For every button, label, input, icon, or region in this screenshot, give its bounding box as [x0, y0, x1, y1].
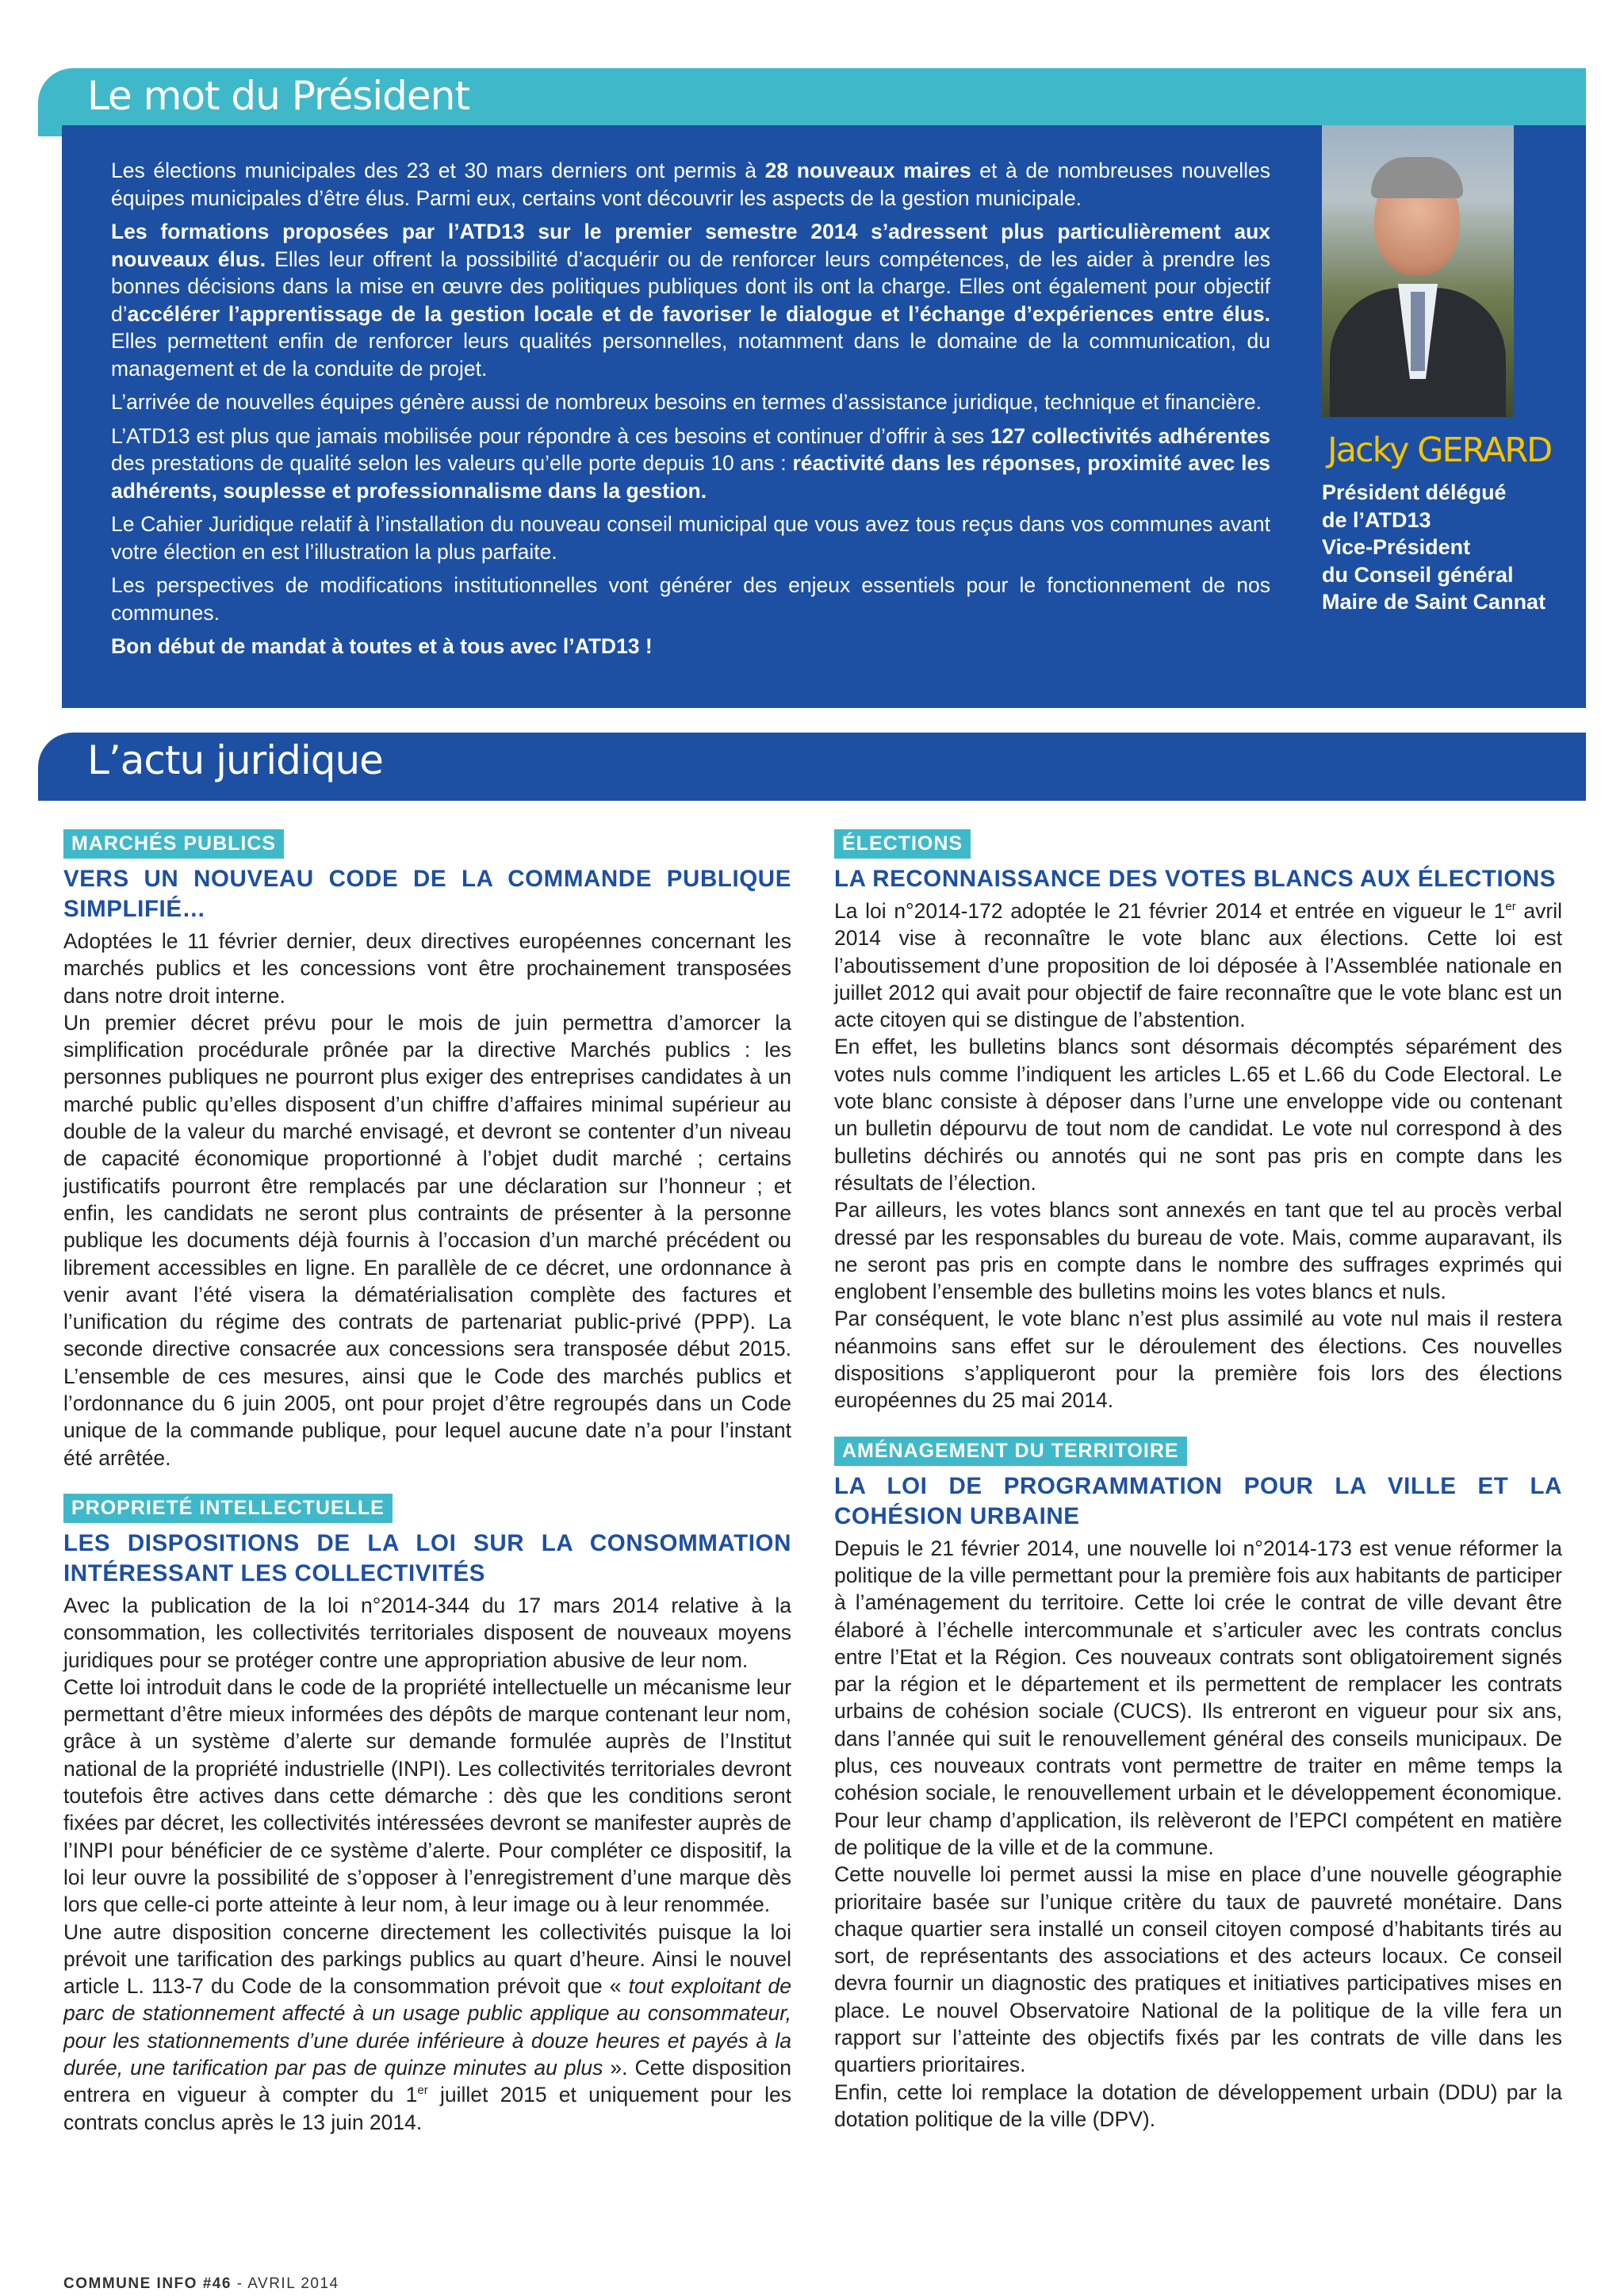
page-footer: [63, 2275, 339, 2293]
category-tag: PROPRIETÉ INTELLECTUELLE: [63, 1494, 393, 1523]
president-paragraph: Les perspectives de modifications institutionnelles vont générer des enjeux essentiels pour le fonctionnement de nos communes.: [111, 573, 1270, 625]
signature-role: [1322, 479, 1545, 616]
president-box: [62, 125, 1586, 708]
president-paragraph: Les élections municipales des 23 et 30 mars derniers ont permis à 28 nouveaux maires et à de nombreuses nouvelles équipes municipales d’être élus. Parmi eux, certains vont découvrir les aspects de la gestion municipale.: [111, 159, 1271, 210]
footer-date: - AVRIL 2014: [231, 2275, 339, 2292]
article-headline: LA RECONNAISSANCE DES VOTES BLANCS AUX ÉLECTIONS: [834, 866, 1557, 892]
photo-tie: [1411, 292, 1425, 371]
role-line: Vice-Président: [1322, 535, 1471, 559]
article-headline: VERS UN NOUVEAU CODE DE LA COMMANDE PUBLIQUE SIMPLIFIÉ…: [63, 866, 791, 922]
article-paragraph: Par conséquent, le vote blanc n’est plus assimilé au vote nul mais il restera néanmoins sans effet sur le déroulement des élections. Ces nouvelles dispositions s’appliqueront pour la première fois lors des élections européennes du 25 mai 2014.: [834, 1307, 1562, 1413]
article-paragraph: La loi n°2014-172 adoptée le 21 février 2014 et entrée en vigueur le 1er avril 2014 vise à reconnaître le vote blanc aux élections. Cette loi est l’aboutissement d’une proposition de loi déposée à l’Assemblée nationale en juillet 2012 qui avait pour objectif de faire reconnaître que le vote blanc est un acte citoyen qui se distingue de l’abstention.: [834, 899, 1563, 1032]
article-paragraph: Depuis le 21 février 2014, une nouvelle loi n°2014-173 est venue réformer la politique de la ville permettant pour la première fois aux habitants de participer à l’aménagement du territoire. Cette loi crée le contrat de ville devant être élaboré à l’échelle intercommunale et s’articuler avec les contrats conclus entre l’Etat et la Région. Ces nouveaux contrats sont obligatoirement signés par la région et le département et ils permettent de remplacer les contrats urbains de cohésion sociale (CUCS). Ils entreront en vigueur pour six ans, dans l’année qui suit le renouvellement général des conseils municipaux. De plus, ces nouveaux contrats vont permettre de traiter en même temps la cohésion sociale, le renouvellement urbain et le développement économique. Pour leur champ d’application, ils relèveront de l’EPCI compétent en matière de politique de la ville et de la commune.: [834, 1536, 1562, 1859]
article-body: [63, 928, 791, 1471]
article-propriete-intellectuelle: [63, 1494, 791, 2136]
article-body: [834, 1535, 1562, 2133]
president-closing: Bon début de mandat à toutes et à tous avec l’ATD13 !: [111, 634, 653, 658]
role-line: Maire de Saint Cannat: [1322, 590, 1546, 614]
article-elections: [834, 829, 1562, 1414]
article-paragraph: Une autre disposition concerne directement les collectivités puisque la loi prévoit une tarification des parkings publics au quart d’heure. Ainsi le nouvel article L. 113-7 du Code de la consommation prévoit que « tout exploitant de parc de stationnement affecté à un usage public applique au consommateur, pour les stationnements d’une durée inférieure à douze heures et payés à la durée, une tarification par pas de quinze minutes au plus ». Cette disposition entrera en vigueur à compter du 1er juillet 2015 et uniquement pour les contrats conclus après le 13 juin 2014.: [63, 1919, 791, 2134]
president-text: [111, 157, 1270, 667]
category-tag: ÉLECTIONS: [834, 829, 971, 859]
article-paragraph: Un premier décret prévu pour le mois de juin permettra d’amorcer la simplification procédurale prônée par la directive Marchés publics : les personnes publiques ne pourront plus exiger des entreprises candidates à un marché public qu’elles disposent d’un chiffre d’affaires minimal supérieur au double de la valeur du marché envisagé, et devront se contenter d’un niveau de capacité économique proportionné à l’objet dudit marché ; certains justificatifs pourront être remplacés par une déclaration sur l’honneur ; et enfin, les candidats ne seront plus contraints de présenter à la personne publique les documents déjà fournis à l’occasion d’un marché précédent ou librement accessibles en ligne. En parallèle de ce décret, une ordonnance à venir avant l’été visera la dématérialisation complète des factures et l’unification du régime des contrats de partenariat public-privé (PPP). La seconde directive consacrée aux concessions sera transposée début 2015. L’ensemble de ces mesures, ainsi que le Code des marchés publics et l’ordonnance du 6 juin 2005, ont pour projet d’être regroupés dans un Code unique de la commande publique, pour lequel aucune date n’a pour l’instant été arrêtée.: [63, 1010, 791, 1470]
article-paragraph: Enfin, cette loi remplace la dotation de développement urbain (DDU) par la dotation politique de la ville (DPV).: [834, 2080, 1562, 2131]
article-paragraph: Cette nouvelle loi permet aussi la mise en place d’une nouvelle géographie prioritaire basée sur l’unique critère du taux de pauvreté monétaire. Dans chaque quartier sera installé un conseil citoyen composé d’habitants tirés au sort, de représentants des associations et des acteurs locaux. Ce conseil devra fournir un diagnostic des pratiques et initiatives participatives mises en place. Le nouvel Observatoire National de la politique de la ville fera un rapport sur l’atteinte des objectifs fixés par les contrats de ville dans les quartiers prioritaires.: [834, 1862, 1562, 2077]
article-marches-publics: [63, 829, 791, 1471]
article-paragraph: Par ailleurs, les votes blancs sont annexés en tant que tel au procès verbal dressé par les responsables du bureau de vote. Mais, comme auparavant, ils ne seront pas pris en compte dans le nombre des suffrages exprimés qui englobent l’ensemble des bulletins moins les votes blancs et nuls.: [834, 1198, 1562, 1304]
article-paragraph: En effet, les bulletins blancs sont désormais décomptés séparément des votes nuls comme l’indiquent les articles L.65 et L.66 du Code Electoral. Le vote blanc consiste à déposer dans l’urne une enveloppe vide ou contenant un bulletin dépourvu de tout nom de candidat. Le vote nul correspond à des bulletins déchirés ou annotés qui ne sont pas pris en compte dans les résultats de l’élection.: [834, 1035, 1562, 1195]
article-headline: LES DISPOSITIONS DE LA LOI SUR LA CONSOMMATION INTÉRESSANT LES COLLECTIVITÉS: [63, 1529, 791, 1586]
article-headline: LA LOI DE PROGRAMMATION POUR LA VILLE ET LA COHÉSION URBAINE: [834, 1472, 1562, 1529]
role-line: Président délégué: [1322, 480, 1507, 504]
president-paragraph: L’ATD13 est plus que jamais mobilisée pour répondre à ces besoins et continuer d’offrir à ses 127 collectivités adhérentes des prestations de qualité selon les valeurs qu’elle porte depuis 10 ans : réactivité dans les réponses, proximité avec les adhérents, souplesse et professionnalisme dans la gestion.: [111, 423, 1270, 503]
role-line: du Conseil général: [1322, 562, 1514, 587]
footer-label: COMMUNE INFO #46: [63, 2275, 232, 2292]
category-tag: AMÉNAGEMENT DU TERRITOIRE: [834, 1437, 1187, 1466]
article-paragraph: Cette loi introduit dans le code de la propriété intellectuelle un mécanisme leur permettant d’être mieux informées des dépôts de marque contenant leur nom, grâce à un système d’alerte sur demande formulée auprès de l’Institut national de la propriété industrielle (INPI). Les collectivités territoriales devront toutefois être actives dans cette démarche : dès que les conditions seront fixées par décret, les collectivités intéressées devront se manifester auprès de l’INPI pour bénéficier de ce système d’alerte. Pour compléter ce dispositif, la loi leur ouvre la possibilité de s’opposer à l’enregistrement d’une marque dès lors que celle-ci porte atteinte à leur nom, à leur image ou à leur renommée.: [63, 1674, 791, 1917]
article-paragraph: Adoptées le 11 février dernier, deux directives européennes concernant les marchés publics et les concessions vont être prochainement transposées dans notre droit interne.: [63, 929, 791, 1008]
category-tag: MARCHÉS PUBLICS: [63, 829, 284, 859]
article-body: [834, 897, 1562, 1414]
president-photo: [1322, 125, 1514, 417]
article-amenagement: [834, 1437, 1562, 2133]
president-paragraph: L’arrivée de nouvelles équipes génère aussi de nombreux besoins en termes d’assistance juridique, technique et financière.: [111, 390, 1262, 414]
article-paragraph: Avec la publication de la loi n°2014-344 du 17 mars 2014 relative à la consommation, les collectivités territoriales disposent de nouveaux moyens juridiques pour se protéger contre une appropriation abusive de leur nom.: [63, 1593, 791, 1672]
role-line: de l’ATD13: [1322, 507, 1431, 532]
president-paragraph: Le Cahier Juridique relatif à l’installation du nouveau conseil municipal que vous avez tous reçus dans vos communes avant votre élection en est l’illustration la plus parfaite.: [111, 512, 1270, 564]
signature-name: Jacky GERARD: [1327, 430, 1552, 470]
article-body: [63, 1592, 791, 2136]
left-column: [63, 829, 791, 2158]
president-paragraph: Les formations proposées par l’ATD13 sur le premier semestre 2014 s’adressent plus particulièrement aux nouveaux élus. Elles leur offrent la possibilité d’acquérir ou de renforcer leurs compétences, de les aider à prendre les bonnes décisions dans la mise en œuvre des politiques publiques dont ils ont la charge. Elles ont également pour objectif d’accélérer l’apprentissage de la gestion locale et de favoriser le dialogue et l’échange d’expériences entre élus. Elles permettent enfin de renforcer leurs qualités personnelles, notamment dans le domaine de la communication, du management et de la conduite de projet.: [111, 220, 1270, 381]
president-banner-title: Le mot du Président: [87, 73, 469, 119]
right-column: [834, 829, 1562, 2155]
photo-hair: [1371, 157, 1463, 198]
actu-banner-title: L’actu juridique: [87, 737, 383, 783]
actu-banner: [38, 733, 1586, 801]
